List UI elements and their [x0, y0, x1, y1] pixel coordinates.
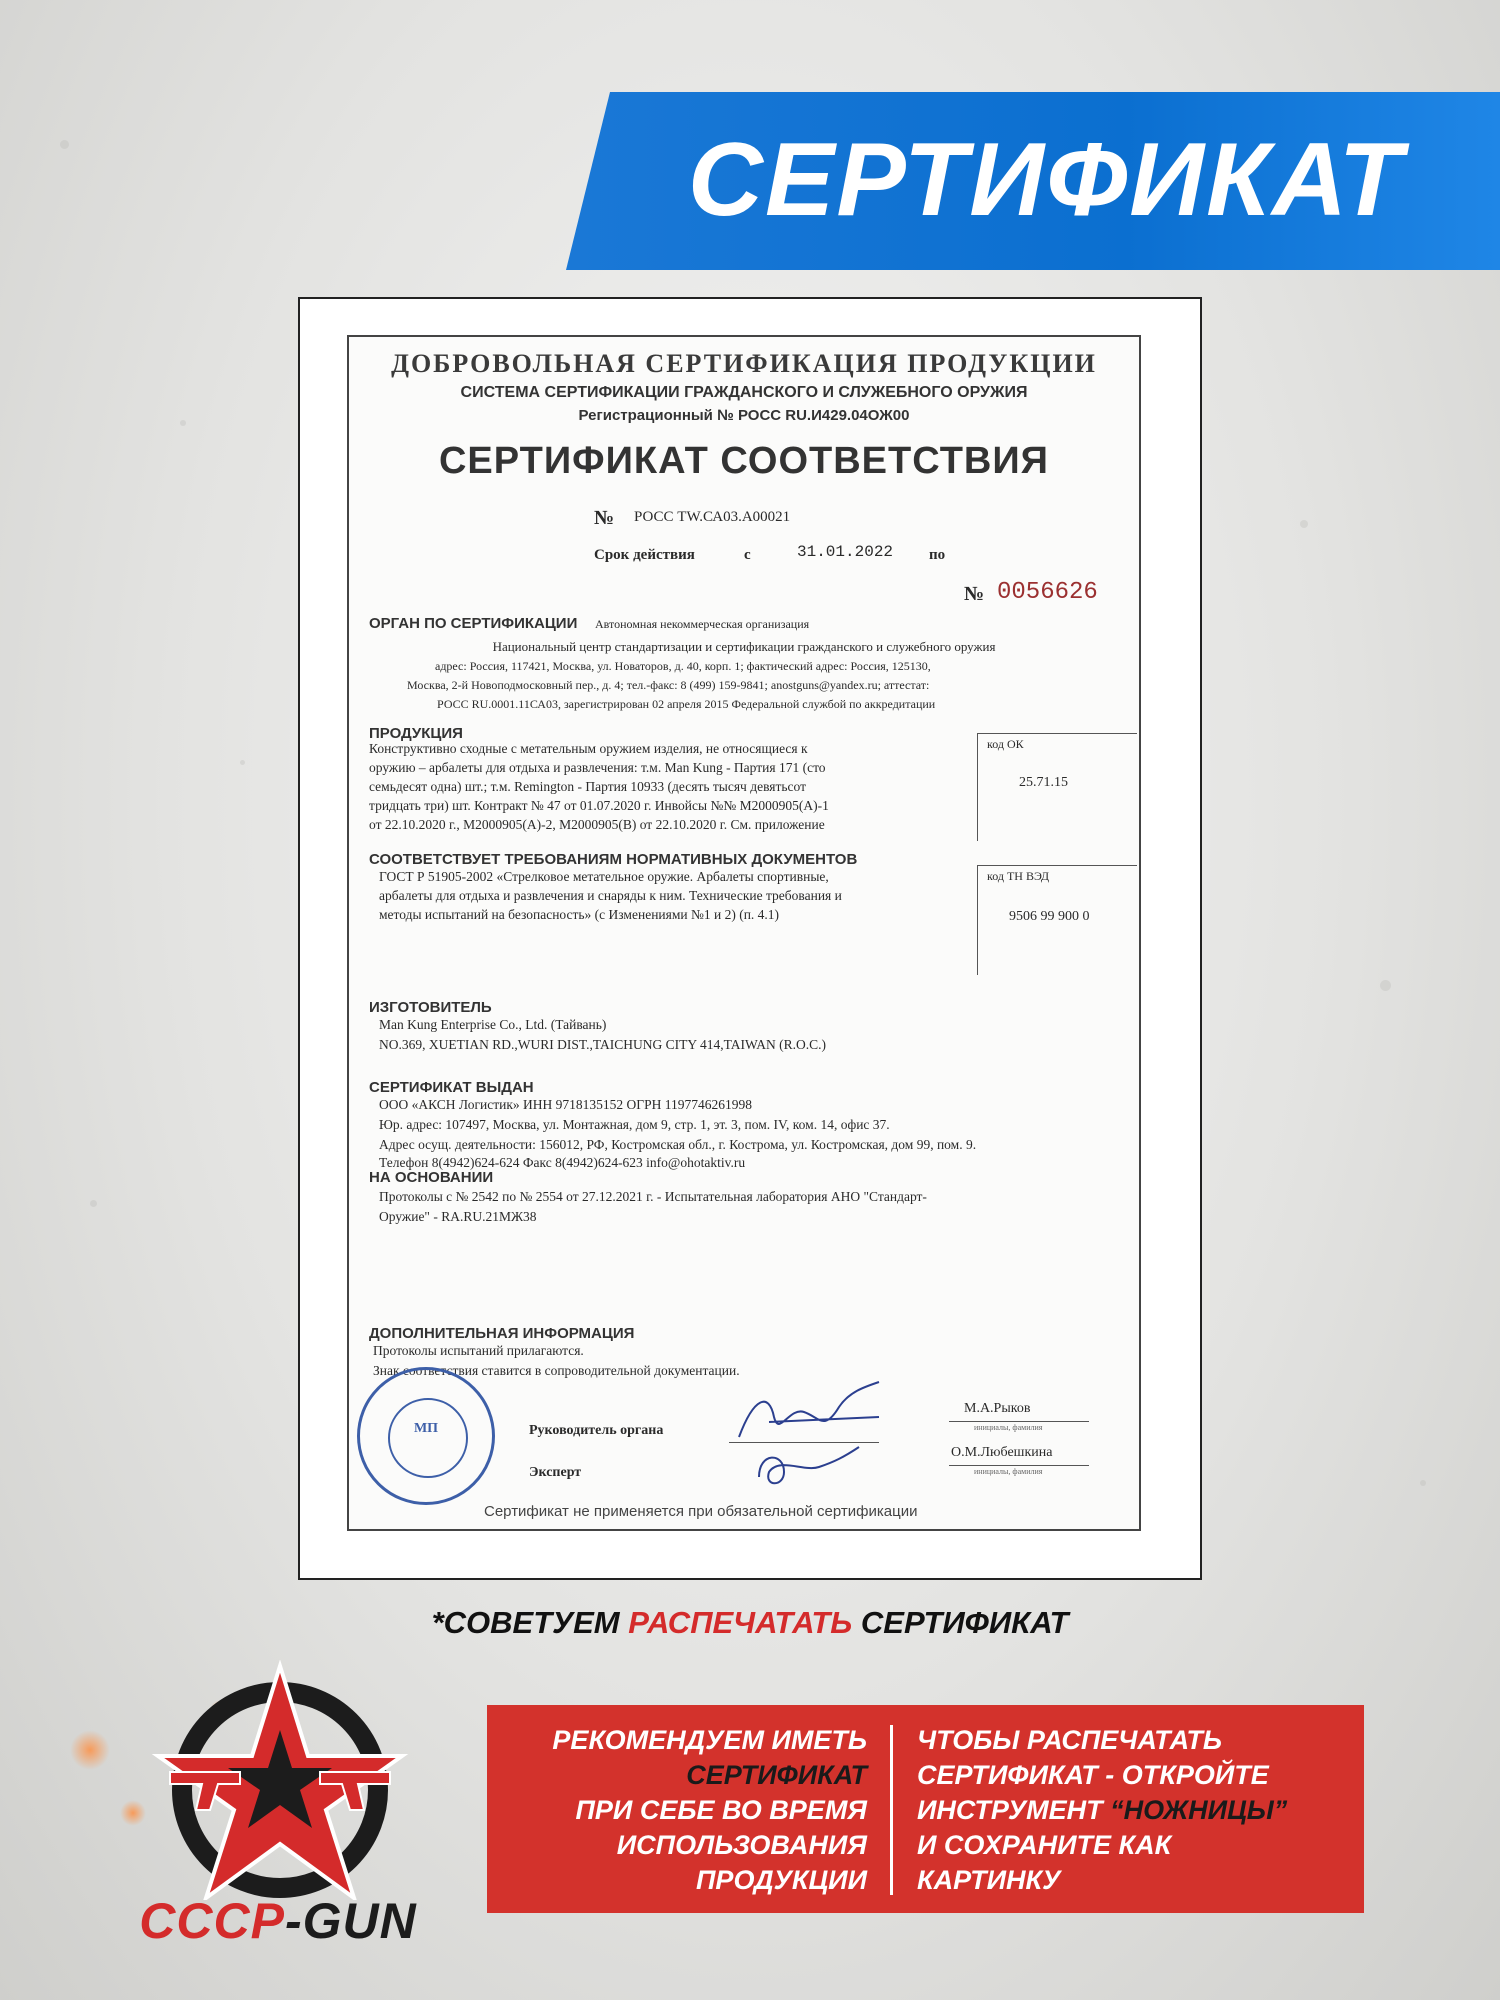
validity-label: Срок действия: [594, 547, 695, 563]
maker-line: Man Kung Enterprise Co., Ltd. (Тайвань): [379, 1017, 607, 1032]
panel-left-line: ИСПОЛЬЗОВАНИЯ: [616, 1830, 867, 1860]
panel-left-line: РЕКОМЕНДУЕМ ИМЕТЬ: [552, 1725, 867, 1755]
panel-right-line: [917, 1793, 1357, 1828]
issued-line: Телефон 8(4942)624-624 Факс 8(4942)624-623 info@ohotaktiv.ru: [379, 1155, 746, 1170]
serial-label: №: [964, 583, 985, 605]
panel-left-line: ПРИ СЕБЕ ВО ВРЕМЯ: [575, 1795, 867, 1825]
head-name: М.А.Рыков: [964, 1401, 1031, 1416]
product-line: оружию – арбалеты для отдыха и развлечения: т.м. Man Kung - Партия 171 (сто: [369, 760, 826, 775]
cert-footer: Сертификат не применяется при обязательной сертификации: [484, 1503, 918, 1520]
panel-right-line: СЕРТИФИКАТ - ОТКРОЙТЕ: [917, 1760, 1269, 1790]
expert-caption: инициалы, фамилия: [974, 1467, 1043, 1476]
product-line: семьдесят одна) шт.; т.м. Remington - Партия 10933 (десять тысяч девятьсот: [369, 779, 807, 794]
conforms-line: ГОСТ Р 51905-2002 «Стрелковое метательное оружие. Арбалеты спортивные,: [379, 869, 829, 884]
logo-wordmark: [136, 1892, 420, 1950]
advice-highlight: РАСПЕЧАТАТЬ: [628, 1605, 853, 1640]
cert-header-line2: СИСТЕМА СЕРТИФИКАЦИИ ГРАЖДАНСКОГО И СЛУЖЕБНОГО ОРУЖИЯ: [460, 384, 1028, 401]
conforms-title: СООТВЕТСТВУЕТ ТРЕБОВАНИЯМ НОРМАТИВНЫХ ДОКУМЕНТОВ: [369, 851, 858, 868]
cert-number: РОСС TW.СА03.А00021: [634, 509, 791, 525]
panel-right-line: И СОХРАНИТЕ КАК: [917, 1830, 1172, 1860]
product-line: тридцать три) шт. Контракт № 47 от 01.07.2020 г. Инвойсы №№ M2000905(А)-1: [369, 798, 829, 813]
info-panel: [487, 1705, 1364, 1913]
code-tn-value: 9506 99 900 0: [1009, 909, 1090, 924]
stamp-inner-ring: [388, 1398, 468, 1478]
cert-header-line3: Регистрационный № РОСС RU.И429.04ОЖ00: [578, 407, 910, 424]
organ-line3: адрес: Россия, 117421, Москва, ул. Новаторов, д. 40, корп. 1; фактический адрес: Россия, 125130,: [435, 659, 931, 673]
validity-from-label: с: [744, 547, 751, 563]
maker-title: ИЗГОТОВИТЕЛЬ: [369, 999, 492, 1016]
panel-right-line-b: “НОЖНИЦЫ”: [1110, 1795, 1288, 1825]
cccp-gun-logo: [140, 1660, 420, 1900]
product-title: ПРОДУКЦИЯ: [369, 725, 463, 742]
advice-suffix: СЕРТИФИКАТ: [852, 1605, 1069, 1640]
bg-speck: [180, 420, 186, 426]
expert-signature: [749, 1437, 869, 1497]
cert-header-line1: ДОБРОВОЛЬНАЯ СЕРТИФИКАЦИЯ ПРОДУКЦИИ: [391, 349, 1097, 378]
validity-to-label: по: [929, 547, 946, 563]
head-name-line: [949, 1421, 1089, 1422]
code-ok-value: 25.71.15: [1019, 775, 1068, 790]
panel-right-line: КАРТИНКУ: [917, 1865, 1061, 1895]
expert-label: Эксперт: [529, 1465, 582, 1480]
issued-line: Юр. адрес: 107497, Москва, ул. Монтажная, дом 9, стр. 1, эт. 3, пом. IV, ком. 14, офис 37.: [379, 1117, 890, 1132]
stamp-mark: МП: [413, 1421, 439, 1436]
bg-speck: [1300, 520, 1308, 528]
bg-speck: [1420, 1480, 1426, 1486]
logo-part2: -GUN: [284, 1893, 417, 1949]
panel-left-text: [497, 1723, 867, 1898]
organ-line1: Автономная некоммерческая организация: [595, 617, 810, 631]
head-caption: инициалы, фамилия: [974, 1423, 1043, 1432]
organ-line5: РОСС RU.0001.11СА03, зарегистрирован 02 апреля 2015 Федеральной службой по аккредитации: [437, 697, 936, 711]
issued-line: ООО «АКСН Логистик» ИНН 9718135152 ОГРН 1197746261998: [379, 1097, 752, 1112]
bg-speck: [240, 760, 245, 765]
extra-title: ДОПОЛНИТЕЛЬНАЯ ИНФОРМАЦИЯ: [369, 1325, 635, 1342]
panel-right-line: ЧТОБЫ РАСПЕЧАТАТЬ: [917, 1725, 1222, 1755]
cert-title: СЕРТИФИКАТ СООТВЕТСТВИЯ: [438, 440, 1049, 482]
validity-from: 31.01.2022: [797, 543, 894, 561]
organ-line2: Национальный центр стандартизации и сертификации гражданского и служебного оружия: [492, 639, 996, 654]
product-line: от 22.10.2020 г., M2000905(А)-2, M2000905(В) от 22.10.2020 г. См. приложение: [369, 817, 825, 832]
bg-speck: [90, 1200, 97, 1207]
head-label: Руководитель органа: [529, 1423, 664, 1438]
maker-line: NO.369, XUETIAN RD.,WURI DIST.,TAICHUNG CITY 414,TAIWAN (R.O.C.): [379, 1037, 827, 1052]
expert-name: О.М.Любешкина: [951, 1445, 1053, 1460]
basis-title: НА ОСНОВАНИИ: [369, 1169, 494, 1186]
serial-number: 0056626: [997, 579, 1098, 606]
certificate-document: [347, 335, 1141, 1531]
conforms-line: арбалеты для отдыха и развлечения и снаряды к ним. Технические требования и: [379, 888, 842, 903]
code-tn-label: код ТН ВЭД: [987, 869, 1050, 883]
organ-line4: Москва, 2-й Новоподмосковный пер., д. 4; тел.-факс: 8 (499) 159-9841; anostguns@yandex.ru; аттестат:: [407, 678, 930, 692]
basis-line: Оружие" - RA.RU.21МЖ38: [379, 1209, 537, 1224]
expert-name-line: [949, 1465, 1089, 1466]
conforms-line: методы испытаний на безопасность» (с Изменениями №1 и 2) (п. 4.1): [379, 907, 780, 922]
product-line: Конструктивно сходные с метательным оружием изделия, не относящиеся к: [369, 741, 808, 756]
panel-divider: [890, 1725, 893, 1895]
bg-speck: [1380, 980, 1391, 991]
extra-line: Протоколы испытаний прилагаются.: [373, 1343, 584, 1358]
panel-left-line: СЕРТИФИКАТ: [686, 1760, 867, 1790]
extra-line: Знак соответствия ставится в сопроводительной документации.: [373, 1363, 740, 1378]
basis-line: Протоколы с № 2542 по № 2554 от 27.12.2021 г. - Испытательная лаборатория АНО "Стандарт-: [379, 1189, 927, 1204]
certification-stamp: [357, 1367, 495, 1505]
print-advice: [0, 1605, 1500, 1641]
panel-right-line-a: ИНСТРУМЕНТ: [917, 1795, 1111, 1825]
spark-glow: [70, 1730, 110, 1770]
issued-line: Адрес осущ. деятельности: 156012, РФ, Костромская обл., г. Кострома, ул. Костромская, дом 99, пом. 9.: [379, 1137, 977, 1152]
banner-title: СЕРТИФИКАТ: [687, 122, 1405, 238]
certificate-frame: [298, 297, 1202, 1580]
organ-title: ОРГАН ПО СЕРТИФИКАЦИИ: [369, 615, 578, 632]
code-ok-label: код ОК: [987, 737, 1024, 751]
bg-speck: [60, 140, 69, 149]
cert-number-label: №: [594, 507, 615, 529]
issued-title: СЕРТИФИКАТ ВЫДАН: [369, 1079, 534, 1096]
panel-right-text: [917, 1723, 1357, 1898]
advice-prefix: *СОВЕТУЕМ: [431, 1605, 629, 1640]
logo-part1: CCCP: [139, 1893, 285, 1949]
panel-left-line: ПРОДУКЦИИ: [696, 1865, 867, 1895]
